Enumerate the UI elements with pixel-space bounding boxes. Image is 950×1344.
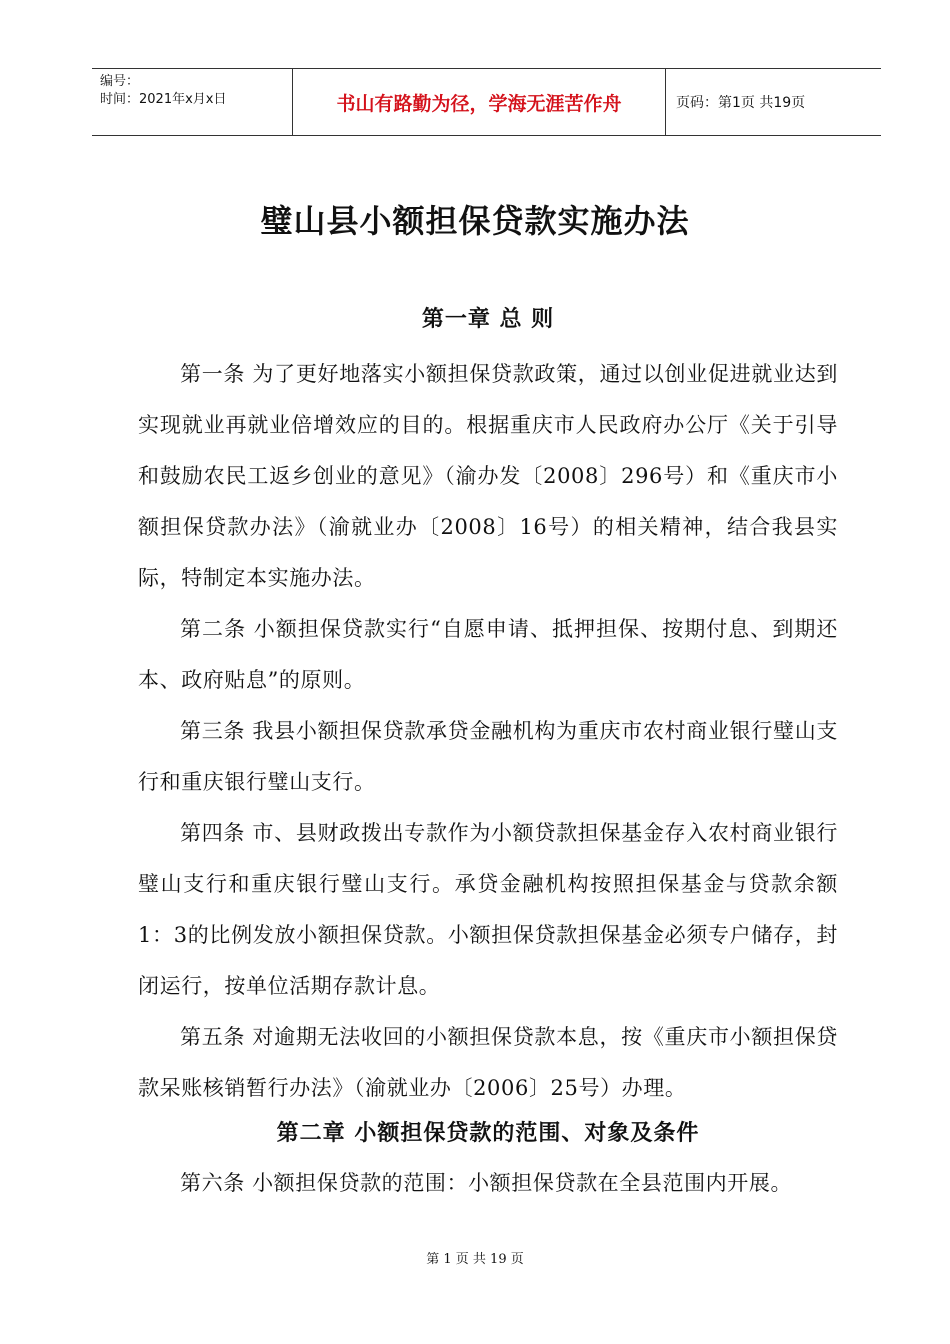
chapter-1-title: 第一章 总 则 — [421, 307, 555, 332]
article-1: 第一条 为了更好地落实小额担保贷款政策，通过以创业促进就业达到实现就业再就业倍增效应的目的。根据重庆市人民政府办公厅《关于引导和鼓励农民工返乡创业的意见》（渝办发〔2008〕296号）和《重庆市小额担保贷款办法》（渝就业办〔2008〕16号）的相关精神，结合我县实际，特制定本实施办法。 — [138, 362, 838, 590]
article-2: 第二条 小额担保贷款实行“自愿申请、抵押担保、按期付息、到期还本、政府贴息”的原则。 — [138, 617, 838, 692]
header-page-info: 页码：第1页 共19页 — [676, 95, 806, 111]
header-meta-cell — [92, 69, 293, 135]
chapter-2-title: 第二章 小额担保贷款的范围、对象及条件 — [276, 1121, 700, 1146]
page-footer: 第 1 页 共 19 页 — [426, 1252, 524, 1267]
document-title: 璧山县小额担保贷款实施办法 — [260, 202, 690, 240]
article-6: 第六条 小额担保贷款的范围：小额担保贷款在全县范围内开展。 — [180, 1171, 793, 1195]
page-header — [92, 68, 881, 136]
article-5: 第五条 对逾期无法收回的小额担保贷款本息，按《重庆市小额担保贷款呆账核销暂行办法》（渝就业办〔2006〕25号）办理。 — [138, 1025, 838, 1100]
document-body — [138, 303, 838, 1209]
header-motto: 书山有路勤为径，学海无涯苦作舟 — [293, 69, 666, 135]
article-3: 第三条 我县小额担保贷款承贷金融机构为重庆市农村商业银行璧山支行和重庆银行璧山支行。 — [138, 719, 838, 794]
number-label: 编号： — [100, 74, 140, 89]
article-4: 第四条 市、县财政拨出专款作为小额贷款担保基金存入农村商业银行璧山支行和重庆银行璧山支行。承贷金融机构按照担保基金与贷款余额1：3的比例发放小额担保贷款。小额担保贷款担保基金必须专户储存，封闭运行，按单位活期存款计息。 — [138, 821, 838, 998]
time-label: 时间：2021年x月x日 — [100, 92, 227, 107]
